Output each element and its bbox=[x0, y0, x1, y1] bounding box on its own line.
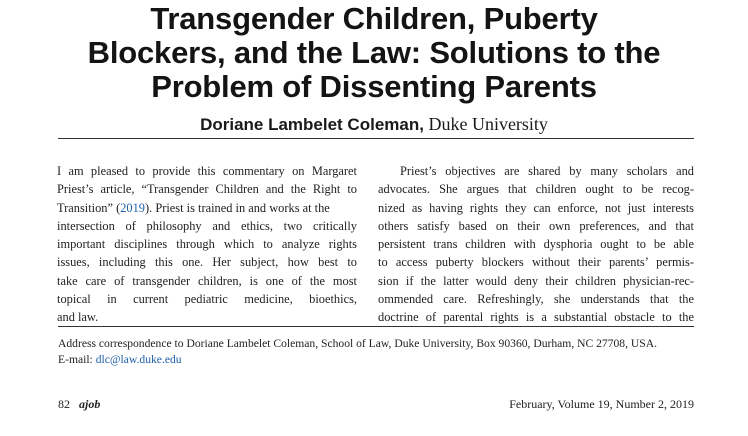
text-line: issues, including this one. Her subject, how best to bbox=[57, 255, 357, 270]
correspondence-address: Address correspondence to Doriane Lambelet Coleman, School of Law, Duke University, Box 90360, Durham, NC 27708, USA. bbox=[58, 337, 657, 350]
text-line: Priest’s article, “Transgender Children and the Right to bbox=[57, 182, 357, 197]
issue-info: February, Volume 19, Number 2, 2019 bbox=[509, 397, 694, 411]
correspondence-email-line bbox=[58, 352, 698, 368]
text-segment: ). Priest is trained in and works at the bbox=[145, 200, 330, 215]
title-line: Blockers, and the Law: Solutions to the bbox=[87, 35, 661, 70]
text-line: ommended care. Refreshingly, she understands that the bbox=[378, 292, 694, 307]
author-affiliation: Duke University bbox=[428, 114, 548, 134]
title-line: Problem of Dissenting Parents bbox=[151, 69, 597, 104]
email-label: E-mail: bbox=[58, 353, 93, 366]
text-line bbox=[57, 199, 357, 217]
text-line: Priest’s objectives are shared by many scholars and bbox=[400, 164, 694, 178]
author-line bbox=[20, 113, 728, 136]
text-line: important disciplines through which to analyze rights bbox=[57, 237, 357, 252]
body-column-right bbox=[378, 162, 694, 327]
text-line: intersection of philosophy and ethics, two critically bbox=[57, 218, 357, 233]
text-segment: Transition” ( bbox=[57, 200, 121, 215]
text-line: doctrine of parental rights is a substantial obstacle to the bbox=[378, 310, 694, 325]
header-rule bbox=[58, 138, 694, 139]
footnote-rule bbox=[58, 326, 694, 327]
text-line: topical in current pediatric medicine, bioethics, bbox=[57, 292, 357, 307]
citation-link[interactable]: 2019 bbox=[120, 200, 145, 215]
text-line: and law. bbox=[57, 310, 99, 325]
title-line: Transgender Children, Puberty bbox=[150, 1, 598, 36]
text-line: I am pleased to provide this commentary on Margaret bbox=[57, 164, 357, 178]
text-line: advocates. She argues that children ought to be recog- bbox=[378, 182, 694, 197]
page-number: 82 bbox=[58, 397, 70, 411]
journal-name: ajob bbox=[79, 397, 101, 411]
correspondence-footnote bbox=[58, 336, 698, 368]
text-line: persistent trans children with dysphoria ought to be able bbox=[378, 237, 694, 252]
text-line: others satisfy based on their own preferences, and that bbox=[378, 218, 694, 233]
text-line: to access puberty blockers without their parents’ permis- bbox=[378, 255, 694, 270]
text-line: take care of transgender children, is one of the most bbox=[57, 273, 357, 288]
page-footer bbox=[58, 396, 694, 412]
text-line: nized as having rights they can enforce, not just interests bbox=[378, 200, 694, 215]
email-link[interactable]: dlc@law.duke.edu bbox=[95, 353, 182, 366]
author-name: Doriane Lambelet Coleman, bbox=[200, 115, 424, 134]
body-column-left bbox=[57, 162, 357, 327]
article-title bbox=[20, 2, 728, 104]
text-line: sion if the latter would deny their children physician-rec- bbox=[378, 273, 694, 288]
